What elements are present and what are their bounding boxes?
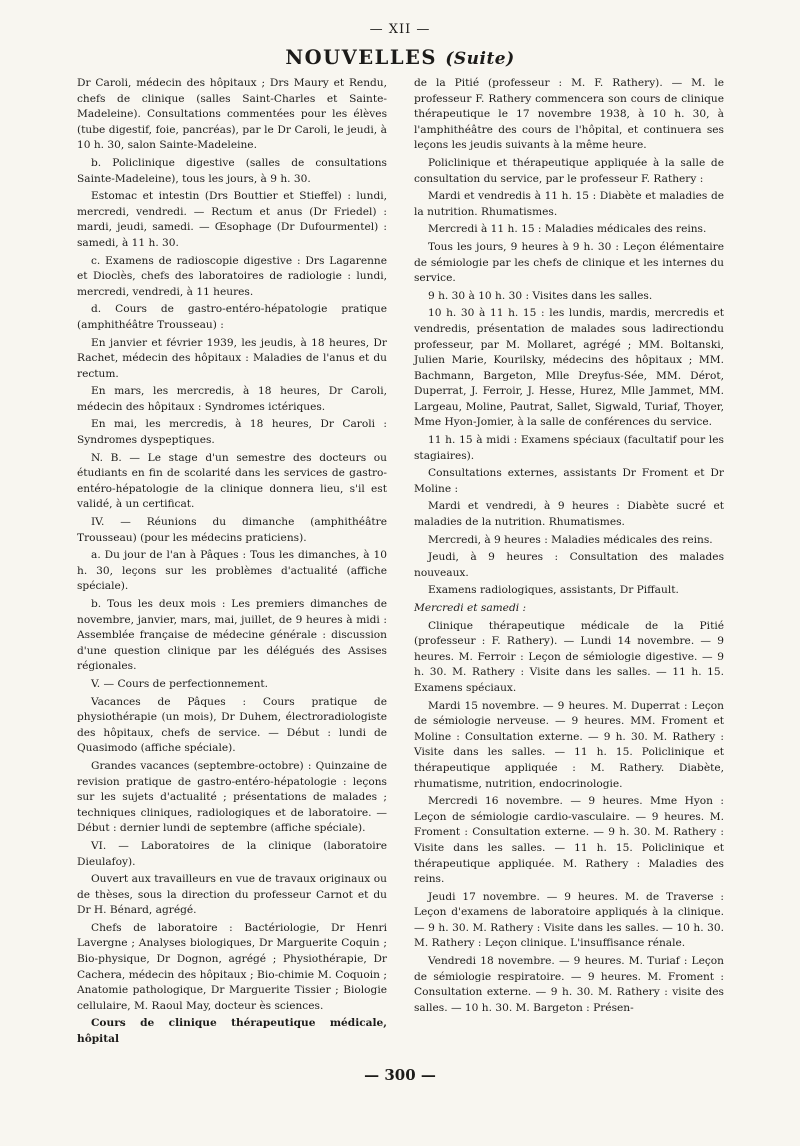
paragraph: Ouvert aux travailleurs en vue de travaux originaux ou de thèses, sous la direction du professeur Carnot et du Dr H. Bénard, agrégé. xyxy=(77,873,387,917)
left-column xyxy=(77,76,387,1050)
paragraph: Mercredi, à 9 heures : Maladies médicales des reins. xyxy=(428,533,713,546)
paragraph: N. B. — Le stage d'un semestre des docteurs ou étudiants en fin de scolarité dans les services de gastro-entéro-hépatologie de la clinique donnera lieu, s'il est validé, à un certificat. xyxy=(77,451,387,511)
paragraph: 9 h. 30 à 10 h. 30 : Visites dans les salles. xyxy=(428,289,653,302)
paragraph: Mardi et vendredi, à 9 heures : Diabète sucré et maladies de la nutrition. Rhumatismes. xyxy=(414,500,724,529)
paragraph: VI. — Laboratoires de la clinique (laboratoire Dieulafoy). xyxy=(77,839,387,868)
paragraph: Mercredi à 11 h. 15 : Maladies médicales des reins. xyxy=(428,223,707,236)
paragraph: a. Du jour de l'an à Pâques : Tous les dimanches, à 10 h. 30, leçons sur les problèmes d'actualité (affiche spéciale). xyxy=(77,549,387,593)
paragraph: Jeudi, à 9 heures : Consultation des malades nouveaux. xyxy=(414,551,724,579)
paragraph: Estomac et intestin (Drs Bouttier et Stieffel) : lundi, mercredi, vendredi. — Rectum et anus (Dr Friedel) : mardi, jeudi, samedi. — Œsophage (Dr Dufourmentel) : samedi, à 11 h. 30. xyxy=(77,190,387,249)
paragraph: Mercredi 16 novembre. — 9 heures. Mme Hyon : Leçon de sémiologie cardio-vasculaire. — 9 heures. M. Froment : Consultation externe. — 9 h. 30. M. Rathery : Visite dans les salles. — 11 h. 15. Policlinique et thérapeutique appliquée. M. Rathery : Maladies des reins. xyxy=(414,795,724,886)
page-title xyxy=(0,46,800,69)
paragraph: 10 h. 30 à 11 h. 15 : les lundis, mardis, mercredis et vendredis, présentation de malades sous ladirectiondu professeur, par M. Mollaret, agrégé ; MM. Boltanski, Julien Marie, Kourilsky, médecins des hôpitaux ; MM. Bachmann, Bargeton, Mlle Dreyfus-Sée, MM. Dérot, Duperrat, J. Ferroir, J. Hesse, Hurez, Mlle Jammet, MM. Largeau, Moline, Pautrat, Sallet, Sigwald, Turiaf, Thoyer, Mme Hyon-Jomier, à la salle de conférences du service. xyxy=(414,307,724,429)
paragraph: b. Tous les deux mois : Les premiers dimanches de novembre, janvier, mars, mai, juillet, de 9 heures à midi : Assemblée française de médecine générale : discussion d'une question clinique par les délégués des Assises régionales. xyxy=(77,598,387,673)
paragraph: b. Policlinique digestive (salles de consultations Sainte-Madeleine), tous les jours, à 9 h. 30. xyxy=(77,156,387,185)
title-suite: (Suite) xyxy=(445,49,515,69)
paragraph: Dr Caroli, médecin des hôpitaux ; Drs Maury et Rendu, chefs de clinique (salles Saint-Charles et Sainte-Madeleine). Consultations commentées pour les élèves (tube digestif, foie, pancréas), par le Dr Caroli, le jeudi, à 10 h. 30, salon Sainte-Madeleine. xyxy=(77,77,387,152)
paragraph: V. — Cours de perfectionnement. xyxy=(91,677,269,690)
paragraph: de la Pitié (professeur : M. F. Rathery). — M. le professeur F. Rathery commencera son cours de clinique thérapeutique le 17 novembre 1938, à 10 h. 30, à l'amphithéâtre des cours de l'hôpital, et continuera ses leçons les jeudis suivants à la même heure. xyxy=(414,77,724,152)
paragraph: Policlinique et thérapeutique appliquée à la salle de consultation du service, par le professeur F. Rathery : xyxy=(414,156,724,185)
paragraph: d. Cours de gastro-entéro-hépatologie pratique (amphithéâtre Trousseau) : xyxy=(77,303,387,331)
right-column xyxy=(414,76,724,1018)
paragraph: En mai, les mercredis, à 18 heures, Dr Caroli : Syndromes dyspeptiques. xyxy=(77,418,387,447)
paragraph: Consultations externes, assistants Dr Froment et Dr Moline : xyxy=(414,467,724,495)
paragraph: Grandes vacances (septembre-octobre) : Quinzaine de revision pratique de gastro-entéro-hépatologie : leçons sur les sujets d'actualité ; présentations de malades ; techniques cliniques, radiologiques et de laboratoire. — Début : dernier lundi de septembre (affiche spéciale). xyxy=(77,759,387,835)
paragraph: Mardi et vendredis à 11 h. 15 : Diabète et maladies de la nutrition. Rhumatismes. xyxy=(414,190,724,218)
paragraph: En mars, les mercredis, à 18 heures, Dr Caroli, médecin des hôpitaux : Syndromes ictériques. xyxy=(77,385,387,413)
page-number: — 300 — xyxy=(364,1066,436,1084)
paragraph: Vendredi 18 novembre. — 9 heures. M. Turiaf : Leçon de sémiologie respiratoire. — 9 heures. M. Froment : Consultation externe. — 9 h. 30. M. Rathery : visite des salles. — 10 h. 30. M. Bargeton : Présen- xyxy=(414,955,724,1014)
paragraph: Mardi 15 novembre. — 9 heures. M. Duperrat : Leçon de sémiologie nerveuse. — 9 heures. MM. Froment et Moline : Consultation externe. — 9 h. 30. M. Rathery : Visite dans les salles. — 11 h. 15. Policlinique et thérapeutique appliquée : M. Rathery. Diabète, rhumatisme, nutrition, endocrinologie. xyxy=(414,699,724,790)
paragraph: Cours de clinique thérapeutique médicale, hôpital xyxy=(77,1017,387,1046)
title-text: NOUVELLES xyxy=(285,46,438,69)
roman-page-number: — XII — xyxy=(369,22,431,37)
paragraph: Examens radiologiques, assistants, Dr Piffault. xyxy=(428,584,679,597)
paragraph: Mercredi et samedi : xyxy=(414,602,527,614)
paragraph: En janvier et février 1939, les jeudis, à 18 heures, Dr Rachet, médecin des hôpitaux : Maladies de l'anus et du rectum. xyxy=(77,336,387,380)
paragraph: Chefs de laboratoire : Bactériologie, Dr Henri Lavergne ; Analyses biologiques, Dr Marguerite Coquin ; Bio-physique, Dr Dognon, agrégé ; Physiothérapie, Dr Cachera, médecin des hôpitaux ; Bio-chimie M. Coquoin ; Anatomie pathologique, Dr Marguerite Tissier ; Biologie cellulaire, M. Raoul May, docteur ès sciences. xyxy=(77,921,387,1012)
paragraph: Tous les jours, 9 heures à 9 h. 30 : Leçon élémentaire de sémiologie par les chefs de clinique et les internes du service. xyxy=(414,240,724,285)
paragraph: Vacances de Pâques : Cours pratique de physiothérapie (un mois), Dr Duhem, électroradiologiste des hôpitaux, chefs de service. — Début : lundi de Quasimodo (affiche spéciale). xyxy=(77,695,387,755)
paragraph: 11 h. 15 à midi : Examens spéciaux (facultatif pour les stagiaires). xyxy=(414,434,724,462)
paragraph: Jeudi 17 novembre. — 9 heures. M. de Traverse : Leçon d'examens de laboratoire appliqués à la clinique. — 9 h. 30. M. Rathery : Visite dans les salles. — 10 h. 30. M. Rathery : Leçon clinique. L'insuffisance rénale. xyxy=(414,890,724,950)
paragraph: c. Examens de radioscopie digestive : Drs Lagarenne et Dioclès, chefs des laboratoires de radiologie : lundi, mercredi, vendredi, à 11 heures. xyxy=(77,254,387,298)
paragraph: Clinique thérapeutique médicale de la Pitié (professeur : F. Rathery). — Lundi 14 novembre. — 9 heures. M. Ferroir : Leçon de sémiologie digestive. — 9 h. 30. M. Rathery : Visite dans les salles. — 11 h. 15. Examens spéciaux. xyxy=(414,619,724,694)
paragraph: IV. — Réunions du dimanche (amphithéâtre Trousseau) (pour les médecins praticiens). xyxy=(77,516,387,544)
